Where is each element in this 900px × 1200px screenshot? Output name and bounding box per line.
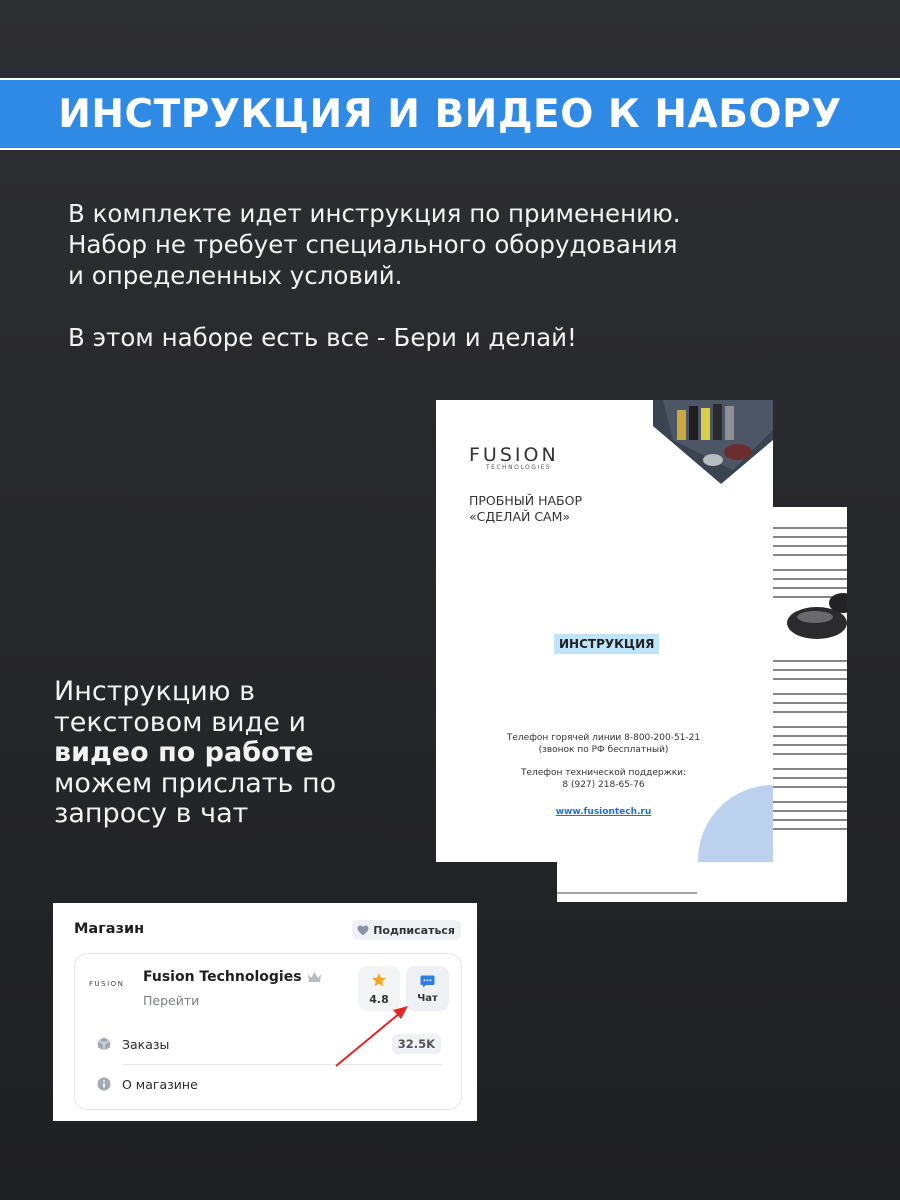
fusion-logo: FUSION (469, 444, 559, 466)
shop-title: Магазин (74, 921, 145, 937)
instruction-badge: ИНСТРУКЦИЯ (554, 634, 659, 654)
support-phone: 8 (927) 218-65-76 (562, 780, 645, 790)
chat-label: Чат (417, 993, 438, 1004)
page-text-lines (765, 527, 847, 837)
intro-line-1: В комплекте идет инструкция по применению. (68, 199, 681, 228)
shop-logo: FUSION (89, 980, 125, 988)
website-link[interactable]: www.fusiontech.ru (555, 807, 652, 817)
subscribe-label: Подписаться (373, 923, 455, 937)
fusion-logo-subtitle: TECHNOLOGIES (486, 464, 552, 471)
intro-line-4: В этом наборе есть все - Бери и делай! (68, 323, 577, 352)
red-arrow-pointer (53, 903, 477, 1121)
side-line-4: можем прислать по (54, 767, 337, 799)
rating-value: 4.8 (369, 993, 389, 1006)
orders-label: Заказы (122, 1036, 170, 1052)
side-line-bold: видео по работе (54, 737, 314, 768)
support-text: Телефон технической поддержки: (520, 768, 687, 778)
go-to-shop-link[interactable]: Перейти (143, 993, 200, 1008)
side-text (54, 677, 434, 830)
side-line-2: текстовом виде и (54, 706, 306, 738)
shop-name[interactable]: Fusion Technologies (143, 969, 322, 985)
document-title: ПРОБНЫЙ НАБОР «СДЕЛАЙ САМ» (469, 493, 583, 524)
banner-title: ИНСТРУКЦИЯ И ВИДЕО К НАБОРУ (58, 91, 842, 137)
shop-card (53, 903, 477, 1121)
intro-line-2: Набор не требует специального оборудования (68, 230, 678, 259)
hotline-note: (звонок по РФ бесплатный) (538, 745, 669, 755)
decorative-circle (698, 785, 773, 862)
side-line-1: Инструкцию в (54, 676, 255, 707)
orders-count: 32.5K (392, 1034, 441, 1054)
intro-text (68, 198, 858, 353)
hotline-text: Телефон горячей линии 8-800-200-51-21 (506, 733, 701, 743)
instruction-page-front (436, 400, 773, 862)
intro-line-3: и определенных условий. (68, 261, 403, 290)
product-photo (653, 400, 773, 484)
side-line-5: запросу в чат (54, 798, 249, 829)
car-model-image (785, 589, 847, 649)
title-banner (0, 78, 900, 150)
contact-info (476, 732, 731, 791)
about-shop-label: О магазине (122, 1076, 198, 1092)
